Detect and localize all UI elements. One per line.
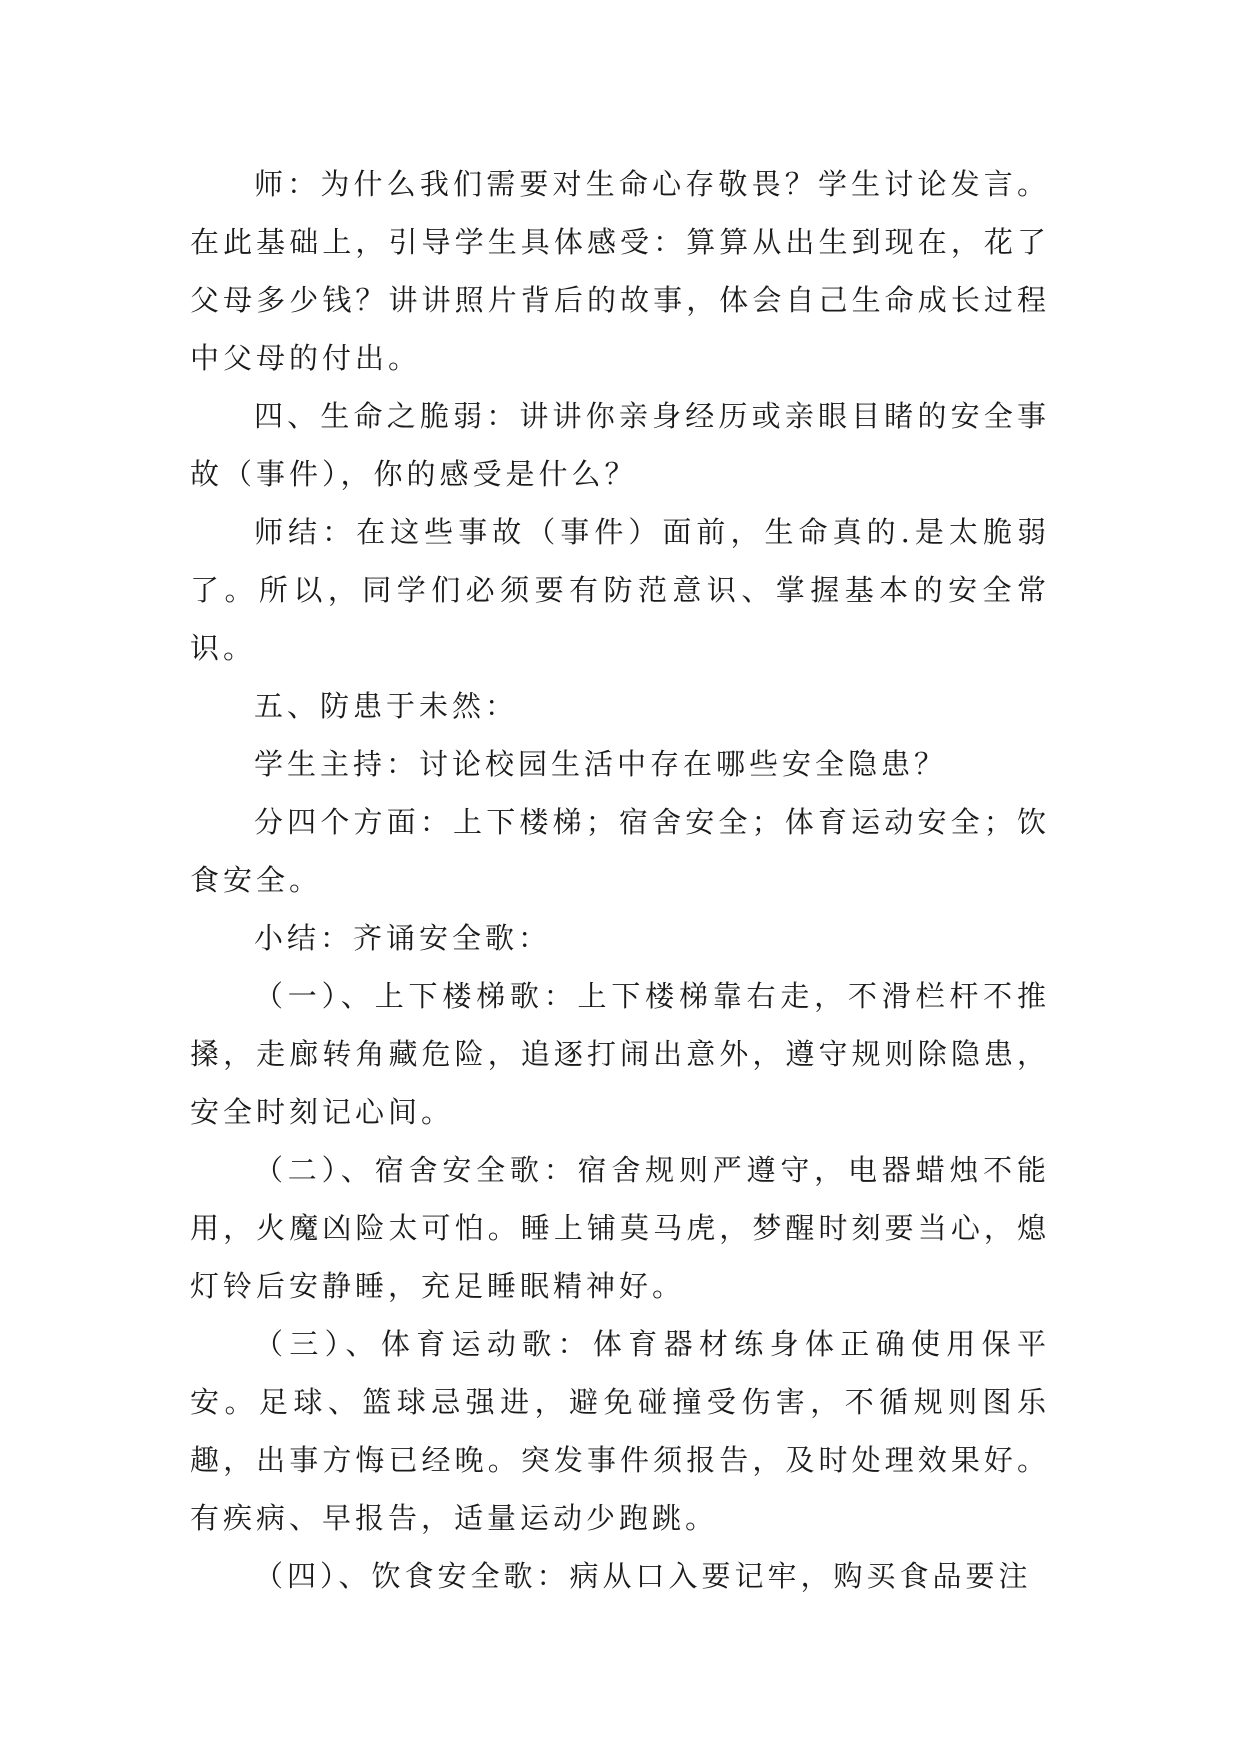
paragraph-stairs-song: （一）、上下楼梯歌：上下楼梯靠右走，不滑栏杆不推搡，走廊转角藏危险，追逐打闹出意外，遵守规则除隐患，安全时刻记心间。 [190, 979, 1050, 1129]
document-body [190, 155, 1050, 1605]
paragraph-teacher-summary: 师结：在这些事故（事件）面前，生命真的.是太脆弱了。所以，同学们必须要有防范意识、掌握基本的安全常识。 [190, 515, 1050, 665]
paragraph-dorm-song: （二）、宿舍安全歌：宿舍规则严遵守，电器蜡烛不能用，火魔凶险太可怕。睡上铺莫马虎，梦醒时刻要当心，熄灯铃后安静睡，充足睡眠精神好。 [190, 1153, 1050, 1303]
paragraph-sports-song: （三）、体育运动歌：体育器材练身体正确使用保平安。足球、篮球忌强进，避免碰撞受伤害，不循规则图乐趣，出事方悔已经晚。突发事件须报告，及时处理效果好。有疾病、早报告，适量运动少跑跳。 [190, 1327, 1050, 1535]
paragraph-section-four: 四、生命之脆弱：讲讲你亲身经历或亲眼目睹的安全事故（事件），你的感受是什么？ [190, 399, 1050, 491]
paragraph-food-song: （四）、饮食安全歌：病从口入要记牢，购买食品要注 [254, 1559, 1032, 1593]
paragraph-student-host: 学生主持：讨论校园生活中存在哪些安全隐患？ [254, 747, 948, 781]
paragraph-teacher-question: 师：为什么我们需要对生命心存敬畏？学生讨论发言。在此基础上，引导学生具体感受：算算从出生到现在，花了父母多少钱？讲讲照片背后的故事，体会自己生命成长过程中父母的付出。 [190, 167, 1050, 375]
paragraph-section-five: 五、防患于未然： [254, 689, 519, 723]
paragraph-conclusion: 小结：齐诵安全歌： [254, 921, 552, 955]
paragraph-four-aspects: 分四个方面：上下楼梯；宿舍安全；体育运动安全；饮食安全。 [190, 805, 1050, 897]
